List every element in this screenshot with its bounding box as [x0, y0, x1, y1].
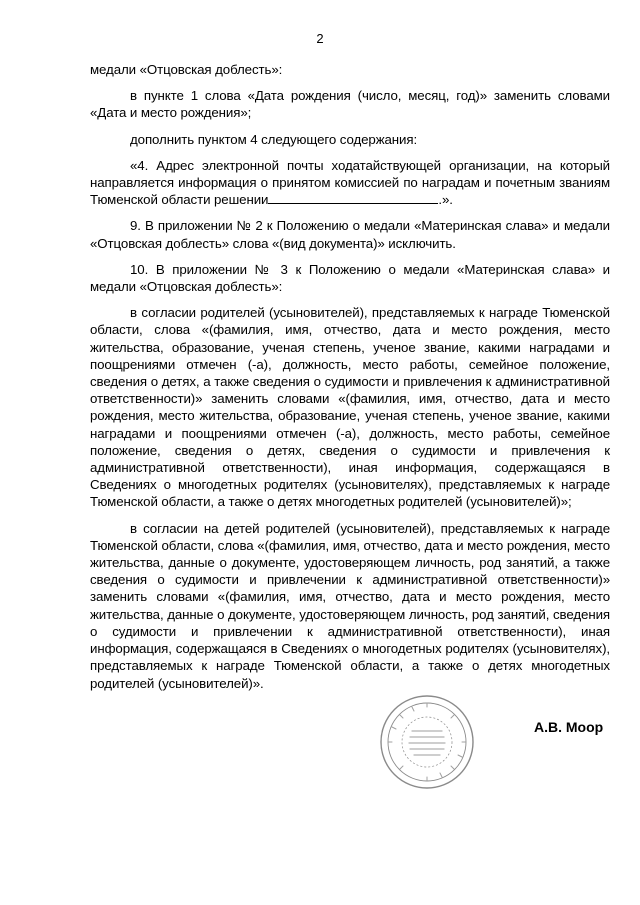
paragraph-add-item-4: дополнить пунктом 4 следующего содержания:: [130, 131, 418, 147]
paragraph-children-consent: в согласии на детей родителей (усыновителей), представляемых к награде Тюменской области, слова «(фамилия, имя, отчество, дата и место рождения, место жительства, данные о документе, удостоверяющем личность, род занятий, а также сведения о судимости и привлечении к административной ответственности)» заменить словами «(фамилия, имя, отчество, дата и место рождения, место жительства, данные о документе, удостоверяющем личность, род занятий, сведения о судимости и привлечении к административной ответственности), иная информация, содержащаяся в Сведениях о многодетных родителях (усыновителях), представляемых к награде Тюменской области, а также о детях многодетных родителей (усыновителей)».: [90, 520, 610, 691]
document-body: [90, 61, 610, 701]
page-number: 2: [316, 31, 324, 46]
item-4-text: «4. Адрес электронной почты ходатайствующей организации, на который направляется информация о принятом комиссией по наградам и почетным званиям Тюменской области решении: [90, 157, 610, 208]
paragraph-item-1-change: в пункте 1 слова «Дата рождения (число, месяц, год)» заменить словами «Дата и место рождения»;: [90, 88, 610, 121]
official-seal-icon: [378, 693, 476, 791]
paragraph-9: 9. В приложении № 2 к Положению о медали «Материнская слава» и медали «Отцовская доблесть» слова «(вид документа)» исключить.: [90, 218, 610, 251]
item-4-closing: .».: [438, 192, 453, 208]
signature-name: А.В. Моор: [534, 719, 604, 735]
blank-fill-line: [268, 192, 438, 204]
paragraph-item-4-text: [90, 157, 610, 209]
paragraph-parents-consent: в согласии родителей (усыновителей), представляемых к награде Тюменской области, слова «(фамилия, имя, отчество, дата и место рождения, место жительства, образование, ученая степень, ученое звание, какими наградами и поощрениями отмечен (-а), должность, место работы, семейное положение, сведения о детях, а также сведения о судимости и привлечения к административной ответственности)» заменить словами «(фамилия, имя, отчество, дата и место рождения, место жительства, образование, ученая степень, ученое звание, какими наградами и поощрениями отмечен (-а), должность, место работы, семейное положение, сведения о детях, сведения о судимости и привлечения к административной ответственности), иная информация, содержащаяся в Сведениях о многодетных родителях (усыновителях), представляемых к награде Тюменской области, а также о детях многодетных родителей (усыновителей)»;: [90, 305, 610, 510]
paragraph-10: 10. В приложении № 3 к Положению о медали «Материнская слава» и медали «Отцовская доблесть»:: [90, 261, 610, 295]
paragraph-continuation: медали «Отцовская доблесть»:: [90, 62, 283, 77]
